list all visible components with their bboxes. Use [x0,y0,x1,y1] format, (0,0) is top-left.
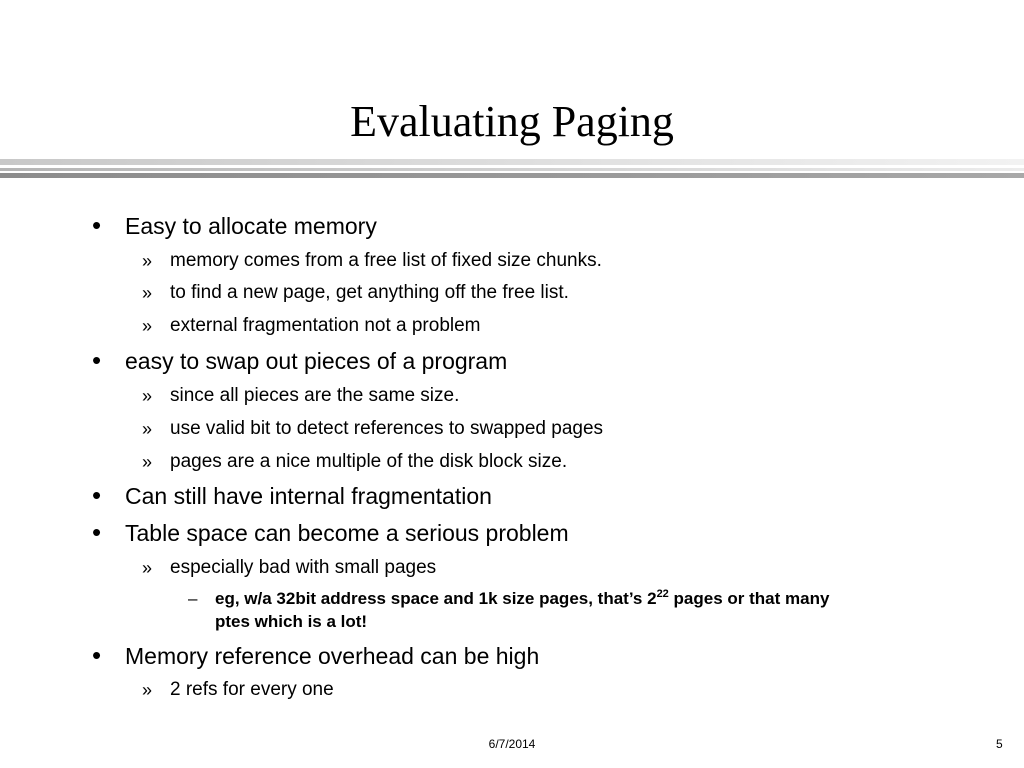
bullet-item [92,517,569,547]
sub-bullet-text: external fragmentation not a problem [170,315,481,336]
sub-bullet-marker: » [142,452,153,472]
slide-title: Evaluating Paging [350,97,674,146]
sub-bullet-text: use valid bit to detect references to swapped pages [170,418,604,439]
bullet-item [92,345,508,375]
sub-bullet-marker: » [142,386,153,406]
bullet-marker: • [92,210,102,240]
bullet-text: Table space can become a serious problem [125,520,569,546]
bullet-marker: • [92,480,102,510]
sub-bullet-text: to find a new page, get anything off the free list. [170,282,569,303]
bullet-item [92,640,540,670]
sub-sub-bullet-continuation [215,611,367,633]
bullet-item [92,480,492,510]
superscript-exponent: 22 [656,588,669,600]
sub-bullet-marker: » [142,251,153,271]
sub-bullet-item [142,556,437,580]
sub-bullet-text: pages are a nice multiple of the disk block size. [170,451,568,472]
sub-bullet-marker: » [142,316,153,336]
sub-bullet-marker: » [142,558,153,578]
dash-marker: – [188,589,198,608]
sub-bullet-marker: » [142,680,153,700]
bullet-item [92,210,377,240]
bullet-text: Memory reference overhead can be high [125,643,540,669]
sub-bullet-text: 2 refs for every one [170,679,334,700]
bullet-text: Can still have internal fragmentation [125,483,492,509]
bullet-text: Easy to allocate memory [125,213,377,239]
sub-bullet-item [142,314,481,338]
bullet-marker: • [92,517,102,547]
sub-bullet-marker: » [142,419,153,439]
sub-sub-bullet-text: eg, w/a 32bit address space and 1k size pages, that’s 2 [215,589,657,608]
footer-date: 6/7/2014 [488,737,536,751]
sub-bullet-text: since all pieces are the same size. [170,385,460,406]
bullet-marker: • [92,640,102,670]
sub-bullet-text: especially bad with small pages [170,557,437,578]
sub-sub-bullet-text: ptes which is a lot! [215,612,368,631]
bullet-marker: • [92,345,102,375]
bullet-text: easy to swap out pieces of a program [125,348,508,374]
sub-sub-bullet-text: pages or that many [668,589,830,608]
sub-sub-bullet-item [188,588,830,610]
sub-bullet-item [142,384,460,408]
slide-number: 5 [996,737,1003,751]
sub-bullet-marker: » [142,283,153,303]
sub-bullet-item [142,417,604,441]
sub-bullet-item [142,678,334,702]
sub-bullet-item [142,249,602,273]
sub-bullet-text: memory comes from a free list of fixed size chunks. [170,250,602,271]
sub-bullet-item [142,281,569,305]
sub-bullet-item [142,450,568,474]
